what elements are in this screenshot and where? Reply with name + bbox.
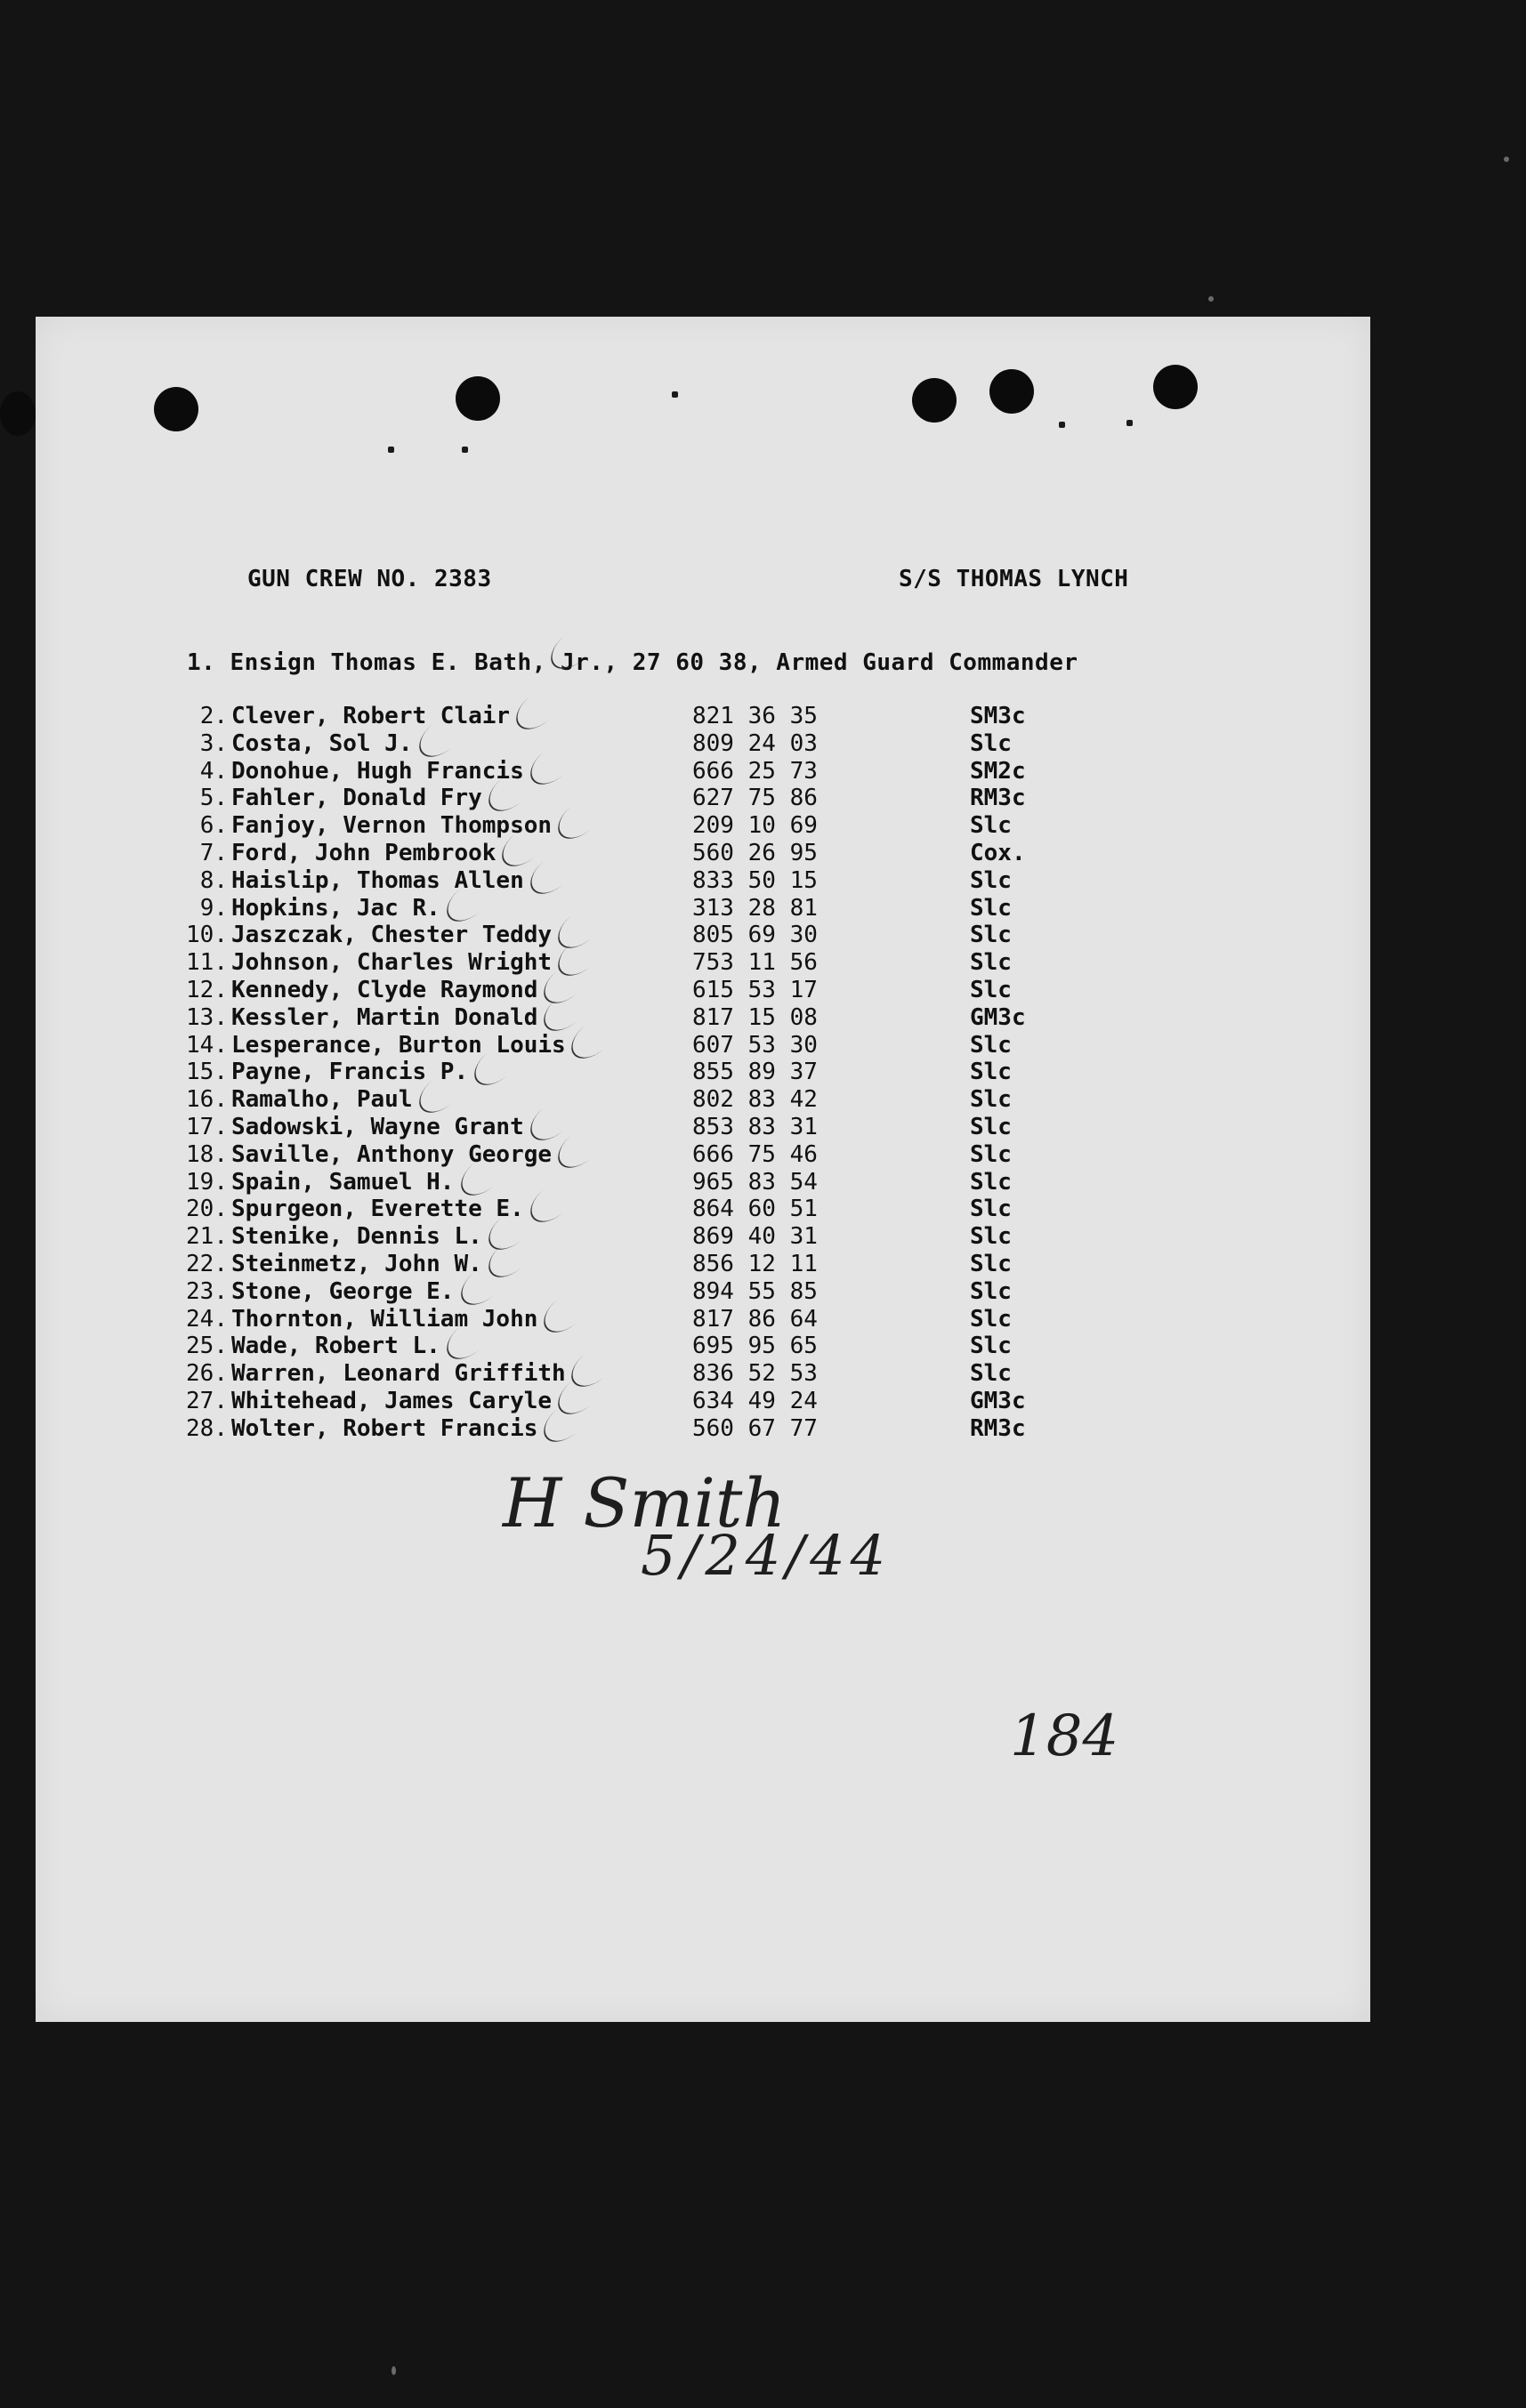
- crew-name: Thornton, William John: [231, 1305, 538, 1333]
- service-number: 634 49 24: [692, 1387, 818, 1414]
- crew-row: [178, 812, 1068, 840]
- crew-row: [178, 703, 1068, 730]
- crew-name: Wolter, Robert Francis: [231, 1414, 538, 1442]
- crew-rating: Slc: [970, 1140, 1012, 1168]
- scan-speck: [392, 2366, 396, 2375]
- crew-rating: Slc: [970, 812, 1012, 840]
- crew-number: 24.: [186, 1305, 228, 1333]
- crew-rating: SM2c: [970, 757, 1026, 785]
- crew-row: [178, 1141, 1068, 1169]
- crew-row: [178, 1415, 1068, 1443]
- service-number: 209 10 69: [692, 812, 818, 840]
- punch-hole: [0, 391, 36, 436]
- crew-rating: Slc: [970, 729, 1012, 757]
- service-number: 809 24 03: [692, 729, 818, 757]
- crew-name: Jaszczak, Chester Teddy: [231, 922, 553, 949]
- crew-number: 10.: [186, 922, 228, 949]
- crew-rating: Slc: [970, 1333, 1012, 1360]
- crew-number: 13.: [186, 1003, 228, 1031]
- crew-name: Fahler, Donald Fry: [231, 785, 482, 812]
- crew-rating: RM3c: [970, 1414, 1026, 1442]
- crew-number: 11.: [186, 949, 228, 977]
- crew-row: [178, 1059, 1068, 1086]
- service-number: 560 67 77: [692, 1414, 818, 1442]
- crew-rating: Slc: [970, 1086, 1012, 1114]
- service-number: 833 50 15: [692, 866, 818, 894]
- crew-name: Fanjoy, Vernon Thompson: [231, 812, 553, 840]
- service-number: 607 53 30: [692, 1031, 818, 1059]
- crew-number: 12.: [186, 976, 228, 1003]
- commander-number: 1.: [187, 649, 216, 676]
- crew-row: [178, 840, 1068, 867]
- crew-number: 26.: [186, 1360, 228, 1388]
- service-number: 855 89 37: [692, 1059, 818, 1086]
- crew-rating: Slc: [970, 866, 1012, 894]
- crew-number: 4.: [199, 757, 228, 785]
- crew-rating: Slc: [970, 949, 1012, 977]
- crew-row: [178, 1114, 1068, 1141]
- crew-number: 5.: [199, 785, 228, 812]
- crew-name: Whitehead, James Caryle: [231, 1387, 553, 1414]
- service-number: 821 36 35: [692, 703, 818, 729]
- gun-crew-number: GUN CREW NO. 2383: [247, 566, 492, 592]
- crew-row: [178, 758, 1068, 785]
- crew-number: 22.: [186, 1250, 228, 1277]
- crew-rating: Slc: [970, 1305, 1012, 1333]
- service-number: 836 52 53: [692, 1360, 818, 1388]
- service-number: 666 25 73: [692, 757, 818, 785]
- crew-number: 7.: [199, 839, 228, 866]
- crew-name: Steinmetz, John W.: [231, 1250, 482, 1277]
- crew-name: Costa, Sol J.: [231, 729, 413, 757]
- crew-number: 23.: [186, 1277, 228, 1305]
- crew-row: [178, 1086, 1068, 1114]
- crew-rating: Slc: [970, 1168, 1012, 1196]
- service-number: 805 69 30: [692, 922, 818, 949]
- crew-row: [178, 1306, 1068, 1333]
- paper-speck: [672, 391, 678, 398]
- crew-name: Haislip, Thomas Allen: [231, 866, 524, 894]
- crew-number: 15.: [186, 1059, 228, 1086]
- service-number: 856 12 11: [692, 1250, 818, 1277]
- service-number: 853 83 31: [692, 1113, 818, 1140]
- crew-row: [178, 1388, 1068, 1415]
- crew-name: Stone, George E.: [231, 1277, 455, 1305]
- crew-number: 14.: [186, 1031, 228, 1059]
- service-number: 965 83 54: [692, 1168, 818, 1196]
- service-number: 894 55 85: [692, 1277, 818, 1305]
- crew-rating: Slc: [970, 894, 1012, 922]
- crew-rating: Slc: [970, 1031, 1012, 1059]
- crew-row: [178, 730, 1068, 758]
- crew-row: [178, 1251, 1068, 1278]
- crew-number: 2.: [199, 703, 228, 729]
- crew-row: [178, 785, 1068, 812]
- crew-name: Donohue, Hugh Francis: [231, 757, 524, 785]
- crew-rating: Slc: [970, 1223, 1012, 1251]
- crew-rating: GM3c: [970, 1387, 1026, 1414]
- crew-name: Sadowski, Wayne Grant: [231, 1113, 524, 1140]
- service-number: 817 86 64: [692, 1305, 818, 1333]
- service-number: 864 60 51: [692, 1196, 818, 1223]
- punch-hole: [456, 376, 500, 421]
- crew-number: 27.: [186, 1387, 228, 1414]
- punch-hole: [912, 378, 957, 423]
- service-number: 627 75 86: [692, 785, 818, 812]
- service-number: 615 53 17: [692, 976, 818, 1003]
- crew-rating: Slc: [970, 976, 1012, 1003]
- crew-rating: Slc: [970, 1277, 1012, 1305]
- crew-number: 17.: [186, 1113, 228, 1140]
- crew-rating: Slc: [970, 922, 1012, 949]
- commander-line: [187, 649, 1078, 676]
- crew-row: [178, 867, 1068, 895]
- crew-row: [178, 1333, 1068, 1360]
- service-number: 695 95 65: [692, 1333, 818, 1360]
- scan-speck: [1504, 157, 1509, 162]
- crew-number: 6.: [199, 812, 228, 840]
- service-number: 313 28 81: [692, 894, 818, 922]
- service-number: 560 26 95: [692, 839, 818, 866]
- crew-row: [178, 977, 1068, 1004]
- punch-hole: [1153, 365, 1198, 409]
- crew-name: Warren, Leonard Griffith: [231, 1360, 566, 1388]
- crew-rating: GM3c: [970, 1003, 1026, 1031]
- crew-number: 3.: [199, 729, 228, 757]
- crew-name: Stenike, Dennis L.: [231, 1223, 482, 1251]
- service-number: 666 75 46: [692, 1140, 818, 1168]
- paper-speck: [388, 447, 394, 453]
- crew-name: Saville, Anthony George: [231, 1140, 553, 1168]
- crew-rating: Slc: [970, 1250, 1012, 1277]
- crew-row: [178, 1278, 1068, 1306]
- crew-list: [178, 703, 1068, 1443]
- crew-row: [178, 1196, 1068, 1223]
- crew-name: Lesperance, Burton Louis: [231, 1031, 566, 1059]
- crew-row: [178, 895, 1068, 922]
- crew-name: Kessler, Martin Donald: [231, 1003, 538, 1031]
- crew-number: 9.: [199, 894, 228, 922]
- crew-name: Hopkins, Jac R.: [231, 894, 440, 922]
- service-number: 802 83 42: [692, 1086, 818, 1114]
- handwritten-date: 5/24/44: [641, 1523, 892, 1588]
- commander-text: Ensign Thomas E. Bath, Jr., 27 60 38, Armed Guard Commander: [230, 649, 1078, 676]
- ship-name: S/S THOMAS LYNCH: [899, 566, 1129, 592]
- crew-row: [178, 922, 1068, 949]
- crew-name: Spurgeon, Everette E.: [231, 1196, 524, 1223]
- crew-rating: Slc: [970, 1059, 1012, 1086]
- crew-rating: Slc: [970, 1113, 1012, 1140]
- crew-name: Ramalho, Paul: [231, 1086, 413, 1114]
- service-number: 817 15 08: [692, 1003, 818, 1031]
- crew-name: Wade, Robert L.: [231, 1333, 440, 1360]
- crew-name: Spain, Samuel H.: [231, 1168, 455, 1196]
- crew-number: 28.: [186, 1414, 228, 1442]
- crew-number: 25.: [186, 1333, 228, 1360]
- crew-rating: Slc: [970, 1196, 1012, 1223]
- crew-name: Payne, Francis P.: [231, 1059, 469, 1086]
- crew-name: Johnson, Charles Wright: [231, 949, 553, 977]
- crew-rating: Slc: [970, 1360, 1012, 1388]
- paper-speck: [1126, 420, 1133, 426]
- crew-row: [178, 1004, 1068, 1032]
- crew-number: 18.: [186, 1140, 228, 1168]
- crew-rating: SM3c: [970, 703, 1026, 729]
- service-number: 753 11 56: [692, 949, 818, 977]
- crew-rating: Cox.: [970, 839, 1026, 866]
- crew-number: 20.: [186, 1196, 228, 1223]
- scan-speck: [1208, 296, 1214, 302]
- crew-row: [178, 1223, 1068, 1251]
- punch-hole: [989, 369, 1034, 414]
- paper-speck: [462, 447, 468, 453]
- handwritten-page-number: 184: [1010, 1703, 1119, 1769]
- crew-name: Kennedy, Clyde Raymond: [231, 976, 538, 1003]
- handwritten-signature: H Smith: [503, 1463, 787, 1542]
- crew-number: 8.: [199, 866, 228, 894]
- service-number: 869 40 31: [692, 1223, 818, 1251]
- crew-rating: RM3c: [970, 785, 1026, 812]
- punch-hole: [154, 387, 198, 431]
- crew-row: [178, 1360, 1068, 1388]
- crew-name: Clever, Robert Clair: [231, 703, 511, 729]
- crew-number: 19.: [186, 1168, 228, 1196]
- crew-row: [178, 1032, 1068, 1059]
- crew-row: [178, 949, 1068, 977]
- crew-number: 16.: [186, 1086, 228, 1114]
- crew-row: [178, 1169, 1068, 1196]
- paper-speck: [1059, 422, 1065, 428]
- crew-number: 21.: [186, 1223, 228, 1251]
- crew-name: Ford, John Pembrook: [231, 839, 497, 866]
